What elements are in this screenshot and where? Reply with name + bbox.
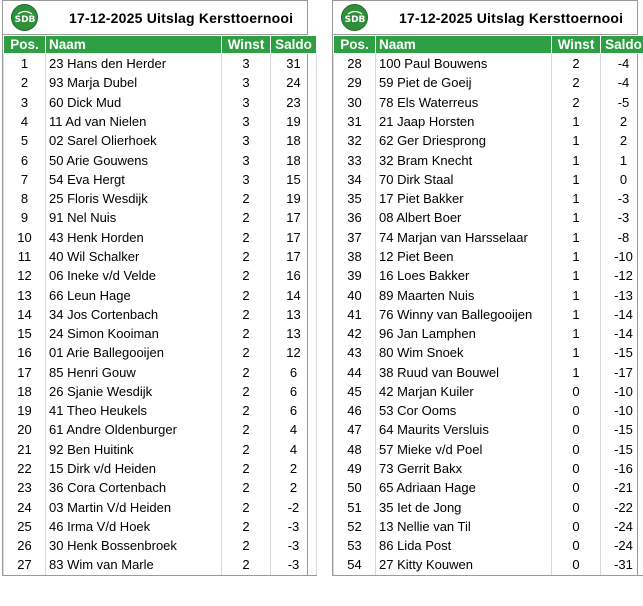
cell-pos: 43 — [334, 343, 376, 362]
cell-pos: 37 — [334, 228, 376, 247]
cell-saldo: 31 — [271, 54, 317, 74]
cell-naam: 91 Nel Nuis — [46, 208, 222, 227]
table-row — [334, 170, 643, 189]
title-bar — [332, 0, 638, 35]
cell-winst: 0 — [552, 420, 601, 439]
table-row — [4, 459, 317, 478]
table-row — [334, 73, 643, 92]
table-row — [4, 401, 317, 420]
cell-naam: 89 Maarten Nuis — [376, 285, 552, 304]
cell-winst: 2 — [222, 285, 271, 304]
table-row — [334, 131, 643, 150]
cell-naam: 06 Ineke v/d Velde — [46, 266, 222, 285]
table-row — [334, 343, 643, 362]
cell-pos: 54 — [334, 555, 376, 575]
cell-winst: 2 — [222, 363, 271, 382]
cell-pos: 15 — [4, 324, 46, 343]
table-row — [4, 285, 317, 304]
cell-saldo: -24 — [601, 536, 643, 555]
results-table — [333, 35, 643, 576]
cell-naam: 59 Piet de Goeij — [376, 73, 552, 92]
cell-naam: 65 Adriaan Hage — [376, 478, 552, 497]
page-title: 17-12-2025 Uitslag Kersttoernooi — [69, 10, 294, 26]
cell-naam: 93 Marja Dubel — [46, 73, 222, 92]
table-row — [4, 536, 317, 555]
cell-saldo: -15 — [601, 420, 643, 439]
table-row — [4, 478, 317, 497]
table-row — [334, 93, 643, 112]
cell-pos: 9 — [4, 208, 46, 227]
table-row — [4, 73, 317, 92]
cell-winst: 1 — [552, 324, 601, 343]
cell-naam: 35 Iet de Jong — [376, 497, 552, 516]
cell-winst: 1 — [552, 170, 601, 189]
cell-naam: 92 Ben Huitink — [46, 440, 222, 459]
table-row — [4, 112, 317, 131]
cell-winst: 0 — [552, 517, 601, 536]
cell-naam: 70 Dirk Staal — [376, 170, 552, 189]
cell-naam: 64 Maurits Versluis — [376, 420, 552, 439]
table-row — [4, 54, 317, 74]
cell-pos: 4 — [4, 112, 46, 131]
cell-winst: 3 — [222, 112, 271, 131]
cell-saldo: 6 — [271, 382, 317, 401]
table-row — [4, 208, 317, 227]
cell-naam: 60 Dick Mud — [46, 93, 222, 112]
header-winst: Winst — [222, 36, 271, 54]
cell-pos: 13 — [4, 285, 46, 304]
table-row — [4, 343, 317, 362]
cell-saldo: -3 — [271, 517, 317, 536]
cell-pos: 5 — [4, 131, 46, 150]
cell-saldo: 6 — [271, 363, 317, 382]
cell-winst: 2 — [222, 440, 271, 459]
cell-pos: 11 — [4, 247, 46, 266]
cell-naam: 36 Cora Cortenbach — [46, 478, 222, 497]
cell-saldo: 18 — [271, 131, 317, 150]
cell-pos: 19 — [4, 401, 46, 420]
cell-saldo: 17 — [271, 228, 317, 247]
cell-saldo: -4 — [601, 73, 643, 92]
table-row — [334, 285, 643, 304]
cell-naam: 40 Wil Schalker — [46, 247, 222, 266]
cell-saldo: -14 — [601, 305, 643, 324]
cell-naam: 62 Ger Driesprong — [376, 131, 552, 150]
cell-saldo: -15 — [601, 440, 643, 459]
cell-naam: 23 Hans den Herder — [46, 54, 222, 74]
cell-naam: 50 Arie Gouwens — [46, 150, 222, 169]
cell-naam: 30 Henk Bossenbroek — [46, 536, 222, 555]
cell-pos: 49 — [334, 459, 376, 478]
table-header-row — [334, 36, 643, 54]
cell-pos: 24 — [4, 497, 46, 516]
cell-naam: 01 Arie Ballegooijen — [46, 343, 222, 362]
cell-saldo: -12 — [601, 266, 643, 285]
table-row — [4, 93, 317, 112]
table-row — [4, 170, 317, 189]
cell-pos: 50 — [334, 478, 376, 497]
cell-saldo: 1 — [601, 150, 643, 169]
cell-winst: 2 — [552, 73, 601, 92]
table-row — [4, 150, 317, 169]
cell-pos: 31 — [334, 112, 376, 131]
table-row — [4, 247, 317, 266]
cell-saldo: -8 — [601, 228, 643, 247]
cell-saldo: -10 — [601, 247, 643, 266]
cell-naam: 46 Irma V/d Hoek — [46, 517, 222, 536]
table-row — [334, 228, 643, 247]
cell-winst: 3 — [222, 150, 271, 169]
cell-naam: 73 Gerrit Bakx — [376, 459, 552, 478]
cell-winst: 2 — [222, 517, 271, 536]
cell-pos: 28 — [334, 54, 376, 74]
table-row — [334, 305, 643, 324]
cell-pos: 18 — [4, 382, 46, 401]
cell-saldo: -15 — [601, 343, 643, 362]
cell-naam: 15 Dirk v/d Heiden — [46, 459, 222, 478]
cell-pos: 14 — [4, 305, 46, 324]
cell-saldo: -4 — [601, 54, 643, 74]
results-panel-right — [332, 0, 642, 606]
cell-winst: 1 — [552, 305, 601, 324]
cell-winst: 0 — [552, 440, 601, 459]
cell-pos: 7 — [4, 170, 46, 189]
table-row — [4, 382, 317, 401]
cell-saldo: 2 — [601, 131, 643, 150]
cell-winst: 3 — [222, 131, 271, 150]
cell-winst: 3 — [222, 73, 271, 92]
cell-naam: 85 Henri Gouw — [46, 363, 222, 382]
cell-naam: 12 Piet Been — [376, 247, 552, 266]
cell-saldo: 6 — [271, 401, 317, 420]
table-row — [334, 247, 643, 266]
cell-saldo: 24 — [271, 73, 317, 92]
club-logo-icon — [341, 4, 368, 31]
cell-winst: 2 — [222, 401, 271, 420]
cell-pos: 16 — [4, 343, 46, 362]
cell-winst: 0 — [552, 478, 601, 497]
cell-naam: 78 Els Waterreus — [376, 93, 552, 112]
cell-winst: 2 — [222, 305, 271, 324]
cell-naam: 13 Nellie van Til — [376, 517, 552, 536]
cell-naam: 11 Ad van Nielen — [46, 112, 222, 131]
cell-saldo: -17 — [601, 363, 643, 382]
table-row — [334, 150, 643, 169]
cell-winst: 1 — [552, 189, 601, 208]
table-row — [334, 208, 643, 227]
cell-pos: 3 — [4, 93, 46, 112]
cell-pos: 47 — [334, 420, 376, 439]
cell-pos: 46 — [334, 401, 376, 420]
club-logo-icon — [11, 4, 38, 31]
cell-pos: 35 — [334, 189, 376, 208]
table-row — [4, 440, 317, 459]
cell-pos: 48 — [334, 440, 376, 459]
cell-naam: 53 Cor Ooms — [376, 401, 552, 420]
cell-naam: 61 Andre Oldenburger — [46, 420, 222, 439]
cell-saldo: -10 — [601, 382, 643, 401]
cell-pos: 42 — [334, 324, 376, 343]
header-naam: Naam — [376, 36, 552, 54]
cell-winst: 2 — [222, 555, 271, 575]
table-row — [4, 497, 317, 516]
cell-saldo: 2 — [271, 459, 317, 478]
cell-winst: 2 — [222, 459, 271, 478]
cell-pos: 41 — [334, 305, 376, 324]
cell-pos: 26 — [4, 536, 46, 555]
cell-saldo: 2 — [271, 478, 317, 497]
cell-pos: 29 — [334, 73, 376, 92]
cell-winst: 0 — [552, 401, 601, 420]
cell-winst: 1 — [552, 343, 601, 362]
cell-winst: 2 — [222, 478, 271, 497]
cell-naam: 32 Bram Knecht — [376, 150, 552, 169]
cell-pos: 30 — [334, 93, 376, 112]
cell-winst: 3 — [222, 170, 271, 189]
cell-pos: 40 — [334, 285, 376, 304]
cell-winst: 2 — [222, 208, 271, 227]
cell-saldo: 13 — [271, 305, 317, 324]
cell-pos: 10 — [4, 228, 46, 247]
cell-saldo: -2 — [271, 497, 317, 516]
results-table — [3, 35, 317, 576]
table-row — [4, 517, 317, 536]
cell-winst: 2 — [222, 343, 271, 362]
cell-saldo: -21 — [601, 478, 643, 497]
cell-saldo: -3 — [601, 208, 643, 227]
cell-naam: 27 Kitty Kouwen — [376, 555, 552, 575]
table-row — [334, 363, 643, 382]
cell-pos: 1 — [4, 54, 46, 74]
cell-pos: 44 — [334, 363, 376, 382]
table-row — [334, 382, 643, 401]
cell-pos: 17 — [4, 363, 46, 382]
cell-saldo: -14 — [601, 324, 643, 343]
title-bar — [2, 0, 308, 35]
cell-winst: 3 — [222, 93, 271, 112]
header-naam: Naam — [46, 36, 222, 54]
table-row — [334, 478, 643, 497]
cell-naam: 43 Henk Horden — [46, 228, 222, 247]
cell-naam: 66 Leun Hage — [46, 285, 222, 304]
cell-winst: 0 — [552, 536, 601, 555]
cell-saldo: 13 — [271, 324, 317, 343]
header-saldo: Saldo — [271, 36, 317, 54]
cell-saldo: -10 — [601, 401, 643, 420]
cell-naam: 34 Jos Cortenbach — [46, 305, 222, 324]
cell-naam: 57 Mieke v/d Poel — [376, 440, 552, 459]
cell-naam: 86 Lida Post — [376, 536, 552, 555]
cell-winst: 2 — [222, 497, 271, 516]
cell-saldo: -3 — [271, 536, 317, 555]
cell-winst: 1 — [552, 363, 601, 382]
header-saldo: Saldo — [601, 36, 643, 54]
cell-pos: 12 — [4, 266, 46, 285]
header-pos: Pos. — [334, 36, 376, 54]
cell-pos: 39 — [334, 266, 376, 285]
cell-pos: 22 — [4, 459, 46, 478]
cell-pos: 52 — [334, 517, 376, 536]
table-row — [4, 555, 317, 575]
cell-pos: 23 — [4, 478, 46, 497]
cell-naam: 16 Loes Bakker — [376, 266, 552, 285]
cell-saldo: 23 — [271, 93, 317, 112]
table-row — [4, 324, 317, 343]
cell-saldo: 18 — [271, 150, 317, 169]
table-row — [334, 536, 643, 555]
cell-naam: 42 Marjan Kuiler — [376, 382, 552, 401]
cell-naam: 08 Albert Boer — [376, 208, 552, 227]
cell-winst: 1 — [552, 112, 601, 131]
cell-winst: 1 — [552, 228, 601, 247]
cell-naam: 25 Floris Wesdijk — [46, 189, 222, 208]
svg-text:SDB: SDB — [14, 14, 35, 25]
cell-naam: 41 Theo Heukels — [46, 401, 222, 420]
cell-winst: 1 — [552, 150, 601, 169]
cell-pos: 25 — [4, 517, 46, 536]
cell-pos: 20 — [4, 420, 46, 439]
cell-pos: 2 — [4, 73, 46, 92]
cell-pos: 45 — [334, 382, 376, 401]
cell-winst: 1 — [552, 131, 601, 150]
cell-winst: 1 — [552, 266, 601, 285]
cell-winst: 1 — [552, 285, 601, 304]
results-panel-left — [2, 0, 312, 606]
table-row — [334, 401, 643, 420]
cell-naam: 03 Martin V/d Heiden — [46, 497, 222, 516]
cell-naam: 26 Sjanie Wesdijk — [46, 382, 222, 401]
cell-naam: 21 Jaap Horsten — [376, 112, 552, 131]
cell-naam: 54 Eva Hergt — [46, 170, 222, 189]
cell-winst: 2 — [222, 420, 271, 439]
cell-saldo: 15 — [271, 170, 317, 189]
table-row — [334, 266, 643, 285]
page-title: 17-12-2025 Uitslag Kersttoernooi — [399, 10, 624, 26]
cell-saldo: 19 — [271, 112, 317, 131]
table-row — [334, 324, 643, 343]
table-row — [334, 420, 643, 439]
cell-saldo: -5 — [601, 93, 643, 112]
table-row — [334, 189, 643, 208]
cell-winst: 1 — [552, 247, 601, 266]
table-row — [4, 131, 317, 150]
table-row — [334, 517, 643, 536]
cell-winst: 3 — [222, 54, 271, 74]
table-row — [334, 440, 643, 459]
cell-saldo: -3 — [271, 555, 317, 575]
cell-saldo: -24 — [601, 517, 643, 536]
cell-winst: 2 — [222, 266, 271, 285]
cell-naam: 83 Wim van Marle — [46, 555, 222, 575]
header-winst: Winst — [552, 36, 601, 54]
table-row — [334, 459, 643, 478]
cell-winst: 2 — [222, 189, 271, 208]
cell-naam: 74 Marjan van Harsselaar — [376, 228, 552, 247]
cell-pos: 27 — [4, 555, 46, 575]
table-row — [334, 54, 643, 74]
cell-saldo: -16 — [601, 459, 643, 478]
cell-winst: 0 — [552, 555, 601, 575]
cell-naam: 02 Sarel Olierhoek — [46, 131, 222, 150]
svg-text:SDB: SDB — [344, 14, 365, 25]
cell-saldo: 17 — [271, 247, 317, 266]
cell-winst: 2 — [222, 247, 271, 266]
cell-winst: 2 — [222, 324, 271, 343]
table-row — [334, 497, 643, 516]
cell-naam: 24 Simon Kooiman — [46, 324, 222, 343]
cell-pos: 6 — [4, 150, 46, 169]
cell-pos: 8 — [4, 189, 46, 208]
cell-winst: 0 — [552, 497, 601, 516]
cell-naam: 80 Wim Snoek — [376, 343, 552, 362]
table-row — [4, 420, 317, 439]
cell-saldo: -31 — [601, 555, 643, 575]
cell-pos: 51 — [334, 497, 376, 516]
cell-winst: 2 — [552, 54, 601, 74]
cell-winst: 2 — [222, 228, 271, 247]
cell-winst: 2 — [222, 536, 271, 555]
cell-saldo: -3 — [601, 189, 643, 208]
cell-pos: 33 — [334, 150, 376, 169]
cell-saldo: 0 — [601, 170, 643, 189]
table-header-row — [4, 36, 317, 54]
cell-saldo: -13 — [601, 285, 643, 304]
cell-saldo: 12 — [271, 343, 317, 362]
cell-winst: 0 — [552, 382, 601, 401]
cell-naam: 17 Piet Bakker — [376, 189, 552, 208]
cell-saldo: 16 — [271, 266, 317, 285]
cell-winst: 1 — [552, 208, 601, 227]
table-row — [334, 112, 643, 131]
cell-pos: 53 — [334, 536, 376, 555]
cell-saldo: 14 — [271, 285, 317, 304]
cell-saldo: 2 — [601, 112, 643, 131]
cell-pos: 34 — [334, 170, 376, 189]
cell-naam: 76 Winny van Ballegooijen — [376, 305, 552, 324]
cell-winst: 2 — [552, 93, 601, 112]
cell-naam: 100 Paul Bouwens — [376, 54, 552, 74]
table-row — [4, 228, 317, 247]
header-pos: Pos. — [4, 36, 46, 54]
table-row — [334, 555, 643, 575]
cell-pos: 32 — [334, 131, 376, 150]
cell-pos: 36 — [334, 208, 376, 227]
cell-saldo: 4 — [271, 440, 317, 459]
cell-naam: 96 Jan Lamphen — [376, 324, 552, 343]
cell-pos: 38 — [334, 247, 376, 266]
cell-saldo: 17 — [271, 208, 317, 227]
cell-winst: 2 — [222, 382, 271, 401]
table-row — [4, 266, 317, 285]
cell-saldo: -22 — [601, 497, 643, 516]
cell-pos: 21 — [4, 440, 46, 459]
table-row — [4, 363, 317, 382]
table-row — [4, 189, 317, 208]
cell-naam: 38 Ruud van Bouwel — [376, 363, 552, 382]
cell-saldo: 4 — [271, 420, 317, 439]
cell-saldo: 19 — [271, 189, 317, 208]
cell-winst: 0 — [552, 459, 601, 478]
table-row — [4, 305, 317, 324]
